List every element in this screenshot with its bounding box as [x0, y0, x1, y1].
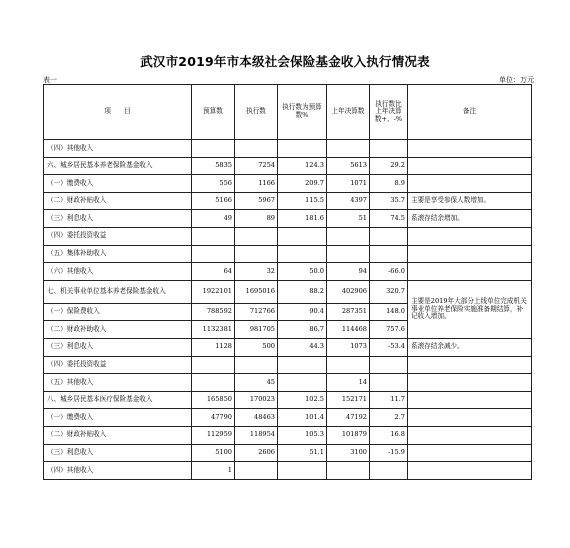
unit-label: 单位：万元 [499, 76, 534, 84]
row-executed: 500 [235, 338, 278, 356]
row-name: 六、城乡居民基本养老保险基金收入 [44, 157, 192, 175]
row-budget: 49 [192, 210, 235, 228]
row-note [408, 462, 532, 480]
row-last-year: 101879 [327, 426, 370, 444]
row-ratio: 181.6 [278, 210, 327, 228]
row-budget [192, 245, 235, 263]
row-budget: 112959 [192, 426, 235, 444]
table-row [44, 280, 532, 303]
row-executed: 45 [235, 374, 278, 392]
row-executed: 89 [235, 210, 278, 228]
row-budget: 788592 [192, 303, 235, 321]
row-last-year: 402906 [327, 280, 370, 303]
row-last-year: 1071 [327, 175, 370, 193]
row-name: （二）财政补贴收入 [44, 426, 192, 444]
table-row [44, 140, 532, 158]
table-row [44, 338, 532, 356]
header-executed: 执行数 [235, 85, 278, 140]
table-header-row [44, 85, 532, 140]
row-change: -15.9 [370, 444, 408, 462]
row-last-year: 5613 [327, 157, 370, 175]
row-note [408, 157, 532, 175]
row-executed [235, 140, 278, 158]
row-budget: 5835 [192, 157, 235, 175]
table-row [44, 374, 532, 392]
row-name: （三）利息收入 [44, 338, 192, 356]
row-last-year: 1073 [327, 338, 370, 356]
row-name: （三）利息收入 [44, 210, 192, 228]
row-change [370, 374, 408, 392]
header-item: 项 目 [44, 85, 192, 140]
row-name: （四）委托投资收益 [44, 356, 192, 374]
table-row [44, 391, 532, 409]
row-ratio: 90.4 [278, 303, 327, 321]
row-name: （一）缴费收入 [44, 175, 192, 193]
row-last-year [327, 245, 370, 263]
row-ratio: 86.7 [278, 321, 327, 339]
row-budget: 1132381 [192, 321, 235, 339]
row-ratio: 44.3 [278, 338, 327, 356]
row-note [408, 444, 532, 462]
row-change: 11.7 [370, 391, 408, 409]
table-row [44, 157, 532, 175]
row-executed: 32 [235, 263, 278, 281]
row-last-year: 4397 [327, 192, 370, 210]
table-row [44, 192, 532, 210]
row-note [408, 245, 532, 263]
row-name: 八、城乡居民基本医疗保险基金收入 [44, 391, 192, 409]
table-row [44, 227, 532, 245]
row-change [370, 462, 408, 480]
table-row [44, 426, 532, 444]
row-executed: 170023 [235, 391, 278, 409]
row-ratio: 124.3 [278, 157, 327, 175]
row-last-year: 94 [327, 263, 370, 281]
row-last-year: 51 [327, 210, 370, 228]
row-name: （四）其他收入 [44, 140, 192, 158]
row-note [408, 263, 532, 281]
row-budget [192, 374, 235, 392]
row-ratio [278, 227, 327, 245]
row-ratio: 51.1 [278, 444, 327, 462]
row-ratio [278, 462, 327, 480]
header-last-year: 上年决算数 [327, 85, 370, 140]
row-executed: 1166 [235, 175, 278, 193]
row-budget: 556 [192, 175, 235, 193]
row-name: （五）集体补助收入 [44, 245, 192, 263]
table-row [44, 245, 532, 263]
row-ratio: 105.3 [278, 426, 327, 444]
row-budget: 5100 [192, 444, 235, 462]
row-note [408, 426, 532, 444]
row-change: 35.7 [370, 192, 408, 210]
row-ratio [278, 374, 327, 392]
row-name: （四）其他收入 [44, 462, 192, 480]
row-name: （六）其他收入 [44, 263, 192, 281]
row-name: 七、机关事业单位基本养老保险基金收入 [44, 280, 192, 303]
row-executed: 118954 [235, 426, 278, 444]
row-change: 29.2 [370, 157, 408, 175]
row-budget: 64 [192, 263, 235, 281]
row-note [408, 391, 532, 409]
table-row [44, 210, 532, 228]
table-row [44, 409, 532, 427]
row-last-year [327, 462, 370, 480]
row-executed: 5967 [235, 192, 278, 210]
row-name: （一）缴费收入 [44, 409, 192, 427]
row-name: （四）委托投资收益 [44, 227, 192, 245]
table-row [44, 444, 532, 462]
row-executed: 712766 [235, 303, 278, 321]
row-name: （五）其他收入 [44, 374, 192, 392]
row-last-year: 3100 [327, 444, 370, 462]
row-change [370, 245, 408, 263]
row-name: （二）财政补助收入 [44, 321, 192, 339]
row-ratio: 50.0 [278, 263, 327, 281]
row-change [370, 227, 408, 245]
row-note: 主要是享受参保人数增加。 [408, 192, 532, 210]
row-last-year: 14 [327, 374, 370, 392]
row-note [408, 374, 532, 392]
row-ratio: 102.5 [278, 391, 327, 409]
row-budget [192, 227, 235, 245]
row-change: 320.7 [370, 280, 408, 303]
row-note: 系滚存结余减少。 [408, 338, 532, 356]
row-name: （二）财政补贴收入 [44, 192, 192, 210]
row-ratio [278, 356, 327, 374]
table-label: 表一 [43, 76, 57, 84]
row-change: 74.5 [370, 210, 408, 228]
row-ratio: 101.4 [278, 409, 327, 427]
row-budget: 47790 [192, 409, 235, 427]
table-row [44, 175, 532, 193]
row-executed: 981705 [235, 321, 278, 339]
row-ratio: 209.7 [278, 175, 327, 193]
page-title: 武汉市2019年市本级社会保险基金收入执行情况表 [140, 54, 430, 69]
row-change [370, 140, 408, 158]
row-last-year: 114468 [327, 321, 370, 339]
row-executed [235, 462, 278, 480]
row-executed: 48463 [235, 409, 278, 427]
row-change: 2.7 [370, 409, 408, 427]
row-last-year: 287351 [327, 303, 370, 321]
row-change: -53.4 [370, 338, 408, 356]
row-executed [235, 245, 278, 263]
row-note [408, 409, 532, 427]
row-change: 757.6 [370, 321, 408, 339]
row-change: 16.8 [370, 426, 408, 444]
row-ratio [278, 140, 327, 158]
header-change: 执行数比上年决算数+、-% [370, 85, 408, 140]
row-note: 系滚存结余增加。 [408, 210, 532, 228]
row-last-year: 47192 [327, 409, 370, 427]
row-note [408, 175, 532, 193]
row-change: -66.0 [370, 263, 408, 281]
row-budget: 1128 [192, 338, 235, 356]
row-budget: 1922101 [192, 280, 235, 303]
row-change [370, 356, 408, 374]
row-note [408, 140, 532, 158]
row-executed: 7254 [235, 157, 278, 175]
row-note: 主要是2019年大部分上线单位完成机关事业单位养老保险实施准备期结算，补记收入增加。 [408, 280, 532, 338]
row-change: 148.0 [370, 303, 408, 321]
row-change: 8.9 [370, 175, 408, 193]
row-last-year: 152171 [327, 391, 370, 409]
row-last-year [327, 227, 370, 245]
row-name: （一）保险费收入 [44, 303, 192, 321]
header-budget: 预算数 [192, 85, 235, 140]
row-note [408, 227, 532, 245]
row-executed: 1695016 [235, 280, 278, 303]
row-executed: 2606 [235, 444, 278, 462]
row-budget [192, 356, 235, 374]
row-budget: 1 [192, 462, 235, 480]
row-ratio: 115.5 [278, 192, 327, 210]
row-note [408, 356, 532, 374]
row-budget [192, 140, 235, 158]
table-row [44, 356, 532, 374]
row-last-year [327, 356, 370, 374]
row-executed [235, 227, 278, 245]
row-last-year [327, 140, 370, 158]
fund-income-table [43, 84, 532, 480]
row-ratio [278, 245, 327, 263]
row-ratio: 88.2 [278, 280, 327, 303]
header-note: 备注 [408, 85, 532, 140]
row-budget: 165850 [192, 391, 235, 409]
row-budget: 5166 [192, 192, 235, 210]
table-row [44, 462, 532, 480]
table-row [44, 263, 532, 281]
row-name: （三）利息收入 [44, 444, 192, 462]
row-executed [235, 356, 278, 374]
header-ratio: 执行数为预算数% [278, 85, 327, 140]
